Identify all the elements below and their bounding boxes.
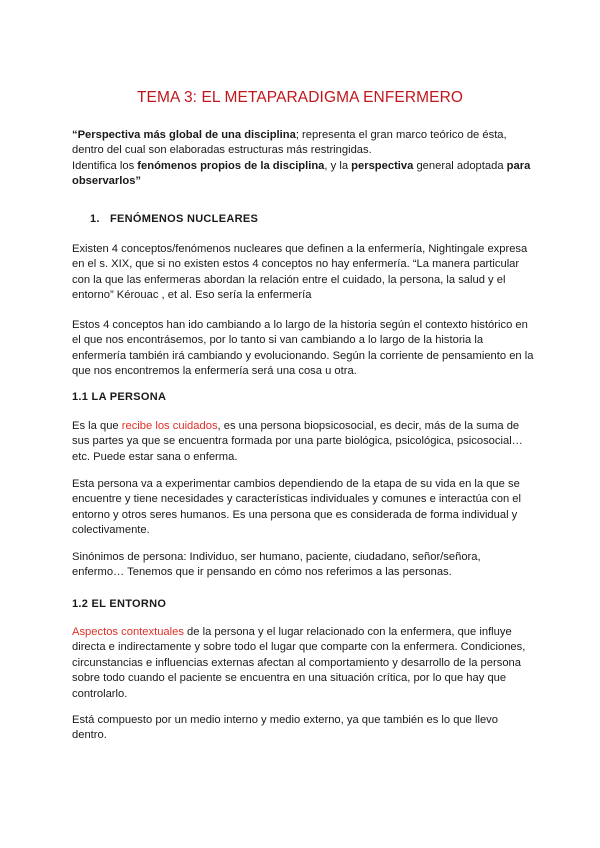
entorno-highlight: Aspectos contextuales bbox=[72, 626, 184, 638]
intro-text-2: Identifica los bbox=[72, 159, 138, 172]
intro-bold-1: “Perspectiva más global de una disciplina bbox=[72, 129, 296, 141]
persona-paragraph-3: Sinónimos de persona: Individuo, ser humano, paciente, ciudadano, señor/señora, enfermo… Tenemos que ir pensando en cómo nos referimos a las personas. bbox=[72, 551, 481, 579]
intro-bold-2: fenómenos propios de la disciplina bbox=[137, 159, 325, 172]
intro-paragraph bbox=[72, 128, 534, 190]
section-1-paragraph-1: Existen 4 conceptos/fenómenos nucleares que definen a la enfermería, Nightingale expresa en el s. XIX, que si no existen estos 4 conceptos no hay enfermería. “La manera particular con la que las enfermeras abordan la relación entre el cuidado, la persona, la salud y el entorno” Kérouac , et al. Eso sería la enfermería bbox=[72, 243, 528, 302]
intro-text-3: , y la bbox=[324, 159, 352, 172]
intro-text-4: general adoptada bbox=[413, 159, 507, 172]
intro-bold-3: perspectiva bbox=[351, 159, 414, 172]
section-1-paragraph-2: Estos 4 conceptos han ido cambiando a lo largo de la historia según el contexto histórico en el que nos encontrásemos, por lo tanto si van cambiando a lo largo de la historia la enfermería también irá cambiando y evolucionando. Según la corriente de pensamiento en la que nos encontremos la enfermería será una cosa u otra. bbox=[72, 319, 534, 378]
intro-definition bbox=[72, 128, 534, 159]
page-title: TEMA 3: EL METAPARADIGMA ENFERMERO bbox=[136, 89, 464, 106]
persona-paragraph-1 bbox=[72, 419, 534, 465]
section-1-1-heading: 1.1 LA PERSONA bbox=[72, 391, 167, 403]
persona-paragraph-2: Esta persona va a experimentar cambios dependiendo de la etapa de su vida en la que se encuentre y tiene necesidades y características individuales y comunes e interactúa con el entorno y otros seres humanos. Es una persona que es considerada de forma individual y colectivamente. bbox=[72, 478, 521, 537]
persona-text-a: Es la que bbox=[72, 420, 122, 432]
persona-highlight: recibe los cuidados bbox=[121, 420, 218, 432]
section-1-2-heading: 1.2 EL ENTORNO bbox=[72, 598, 167, 610]
entorno-paragraph-1 bbox=[72, 625, 534, 702]
section-1-title: FENÓMENOS NUCLEARES bbox=[110, 213, 259, 225]
persona-text-b: , es una persona biopsicosocial, es decir, más de la suma de sus partes ya que se encuentra formada por una parte biológica, psicológica, psicosocial…etc. Puede estar sana o enferma. bbox=[72, 420, 523, 463]
section-1-heading bbox=[90, 213, 258, 225]
intro-phenomena bbox=[72, 159, 534, 190]
entorno-text: de la persona y el lugar relacionado con la enfermera, que influye directa e indirectamente y sobre todo el lugar que comparte con la enfermera. Condiciones, circunstancias e influencias externas afectan al comportamiento y desarrollo de la persona sobre todo cuando el paciente se encuentra en una situación crítica, por lo que hay que controlarlo. bbox=[72, 626, 526, 700]
entorno-paragraph-2: Está compuesto por un medio interno y medio externo, ya que también es lo que llevo dentro. bbox=[72, 714, 498, 742]
section-1-number: 1. bbox=[90, 213, 100, 225]
intro-text-1: ; representa el gran marco teórico de ésta, dentro del cual son elaboradas estructuras más restringidas. bbox=[72, 129, 507, 157]
intro-bold-4: para observarlos” bbox=[72, 159, 531, 188]
